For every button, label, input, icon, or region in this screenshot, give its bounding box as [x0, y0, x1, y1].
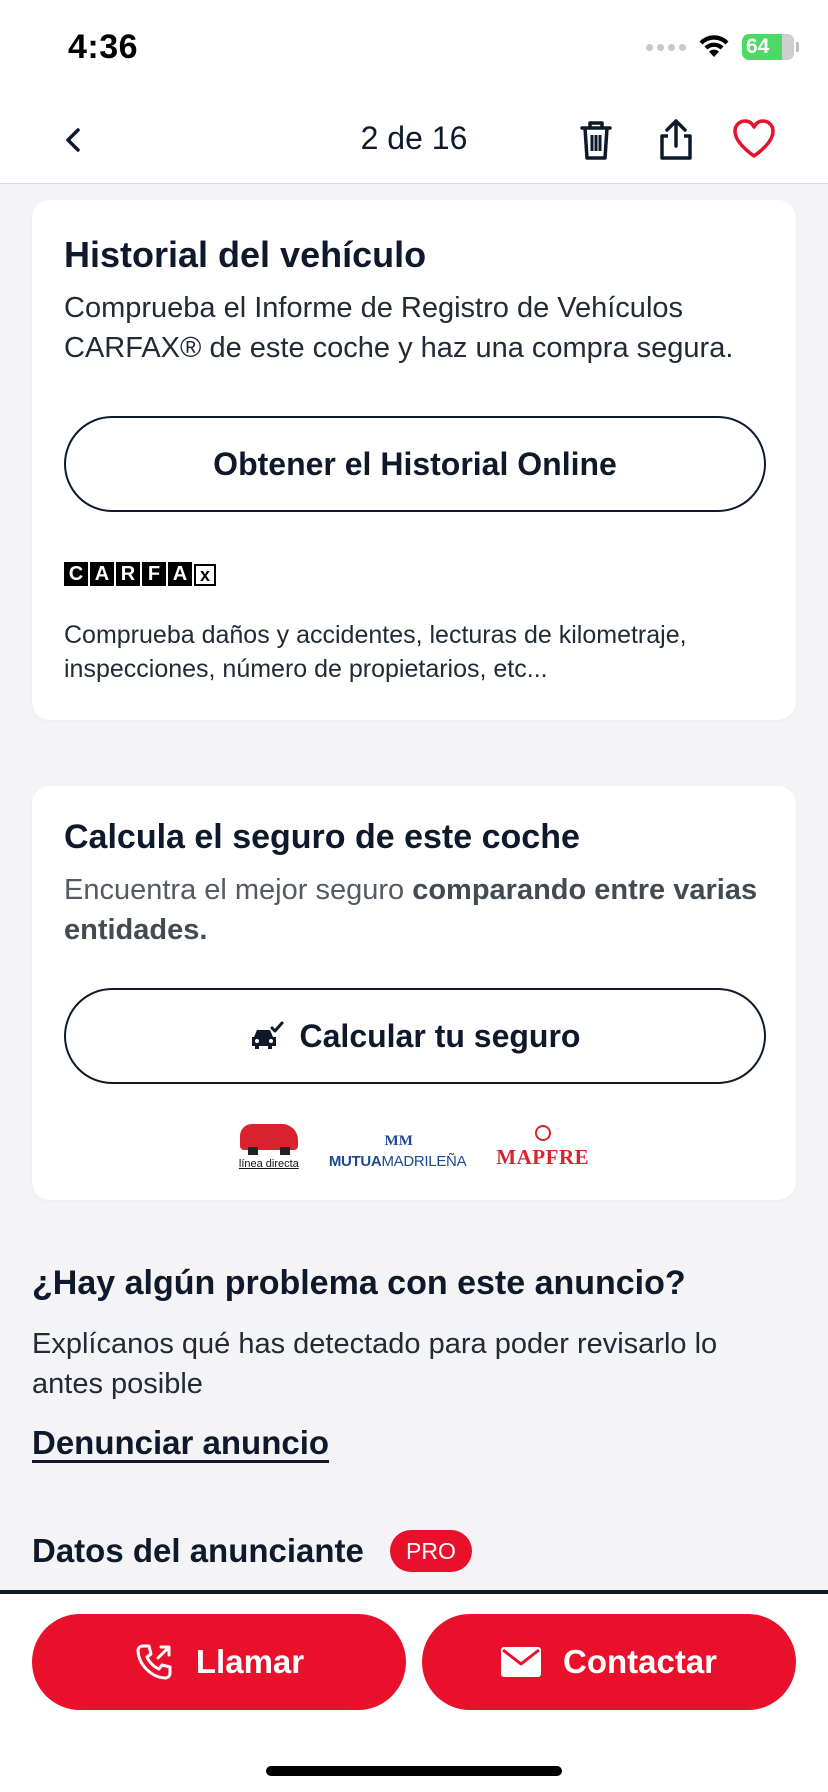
home-indicator: [266, 1766, 562, 1776]
get-history-button-label: Obtener el Historial Online: [213, 445, 617, 482]
contact-button[interactable]: [422, 1614, 796, 1710]
mutua-madrilena-mark: MM: [384, 1133, 413, 1149]
history-title: Historial del vehículo: [64, 234, 427, 275]
bottom-action-bar: [0, 1590, 828, 1792]
cellular-signal-icon: [646, 44, 686, 51]
carfax-logo-letter: C: [64, 562, 88, 586]
carfax-logo-letter: R: [116, 562, 140, 586]
calculate-insurance-button[interactable]: [64, 988, 766, 1084]
get-history-button[interactable]: [64, 416, 766, 512]
pro-badge: PRO: [390, 1530, 472, 1572]
status-time: 4:36: [68, 28, 139, 66]
insurer-logos: [0, 1124, 828, 1170]
history-footnote: Comprueba daños y accidentes, lecturas de kilometraje, inspecciones, número de propietarios, etc...: [64, 621, 687, 683]
status-bar: [0, 0, 828, 100]
report-title: ¿Hay algún problema con este anuncio?: [32, 1264, 686, 1302]
contact-button-label: Contactar: [562, 1643, 718, 1680]
call-button[interactable]: [32, 1614, 406, 1710]
wifi-icon: [698, 35, 730, 59]
nav-header: [0, 100, 828, 184]
battery-level: 64: [746, 35, 770, 58]
mail-icon: [501, 1647, 541, 1677]
mapfre-logo: [496, 1125, 589, 1170]
carfax-logo-x: x: [194, 564, 216, 586]
share-icon[interactable]: [654, 116, 698, 164]
carfax-logo-letter: A: [90, 562, 114, 586]
mutua-madrilena-logo: [329, 1133, 466, 1170]
status-indicators: [646, 34, 794, 60]
mutua-madrilena-label: MUTUAMADRILEÑA: [328, 1153, 467, 1170]
history-description: Comprueba el Informe de Registro de Vehículos CARFAX® de este coche y haz una compra segura.: [64, 292, 734, 364]
linea-directa-logo: [239, 1124, 299, 1170]
linea-directa-label: línea directa: [238, 1158, 299, 1170]
calculate-insurance-button-label: Calcular tu seguro: [299, 1017, 581, 1054]
carfax-logo-letter: F: [142, 562, 166, 586]
carfax-logo-letter: A: [168, 562, 192, 586]
favorite-heart-icon[interactable]: [732, 116, 776, 164]
mapfre-label: MAPFRE: [496, 1145, 590, 1169]
call-button-label: Llamar: [195, 1643, 305, 1680]
insurance-description: [64, 870, 774, 950]
mapfre-emblem-icon: [535, 1125, 551, 1141]
trash-icon[interactable]: [574, 116, 618, 164]
vehicle-history-card: [32, 200, 796, 720]
insurance-description-bold: comparando entre varias entidades.: [64, 874, 758, 946]
car-check-icon: [250, 1021, 284, 1051]
insurance-title: Calcula el seguro de este coche: [64, 818, 580, 856]
report-ad-link[interactable]: Denunciar anuncio: [32, 1424, 330, 1461]
carfax-logo: [64, 562, 216, 586]
insurance-description-plain: Encuentra el mejor seguro: [64, 874, 413, 906]
gallery-counter: 2 de 16: [360, 120, 468, 156]
report-description: Explícanos qué has detectado para poder revisarlo lo antes posible: [32, 1328, 718, 1400]
battery-icon: [742, 34, 794, 60]
linea-directa-car-icon: [240, 1124, 298, 1150]
advertiser-title: Datos del anunciante: [32, 1532, 364, 1569]
phone-call-icon: [134, 1642, 174, 1682]
